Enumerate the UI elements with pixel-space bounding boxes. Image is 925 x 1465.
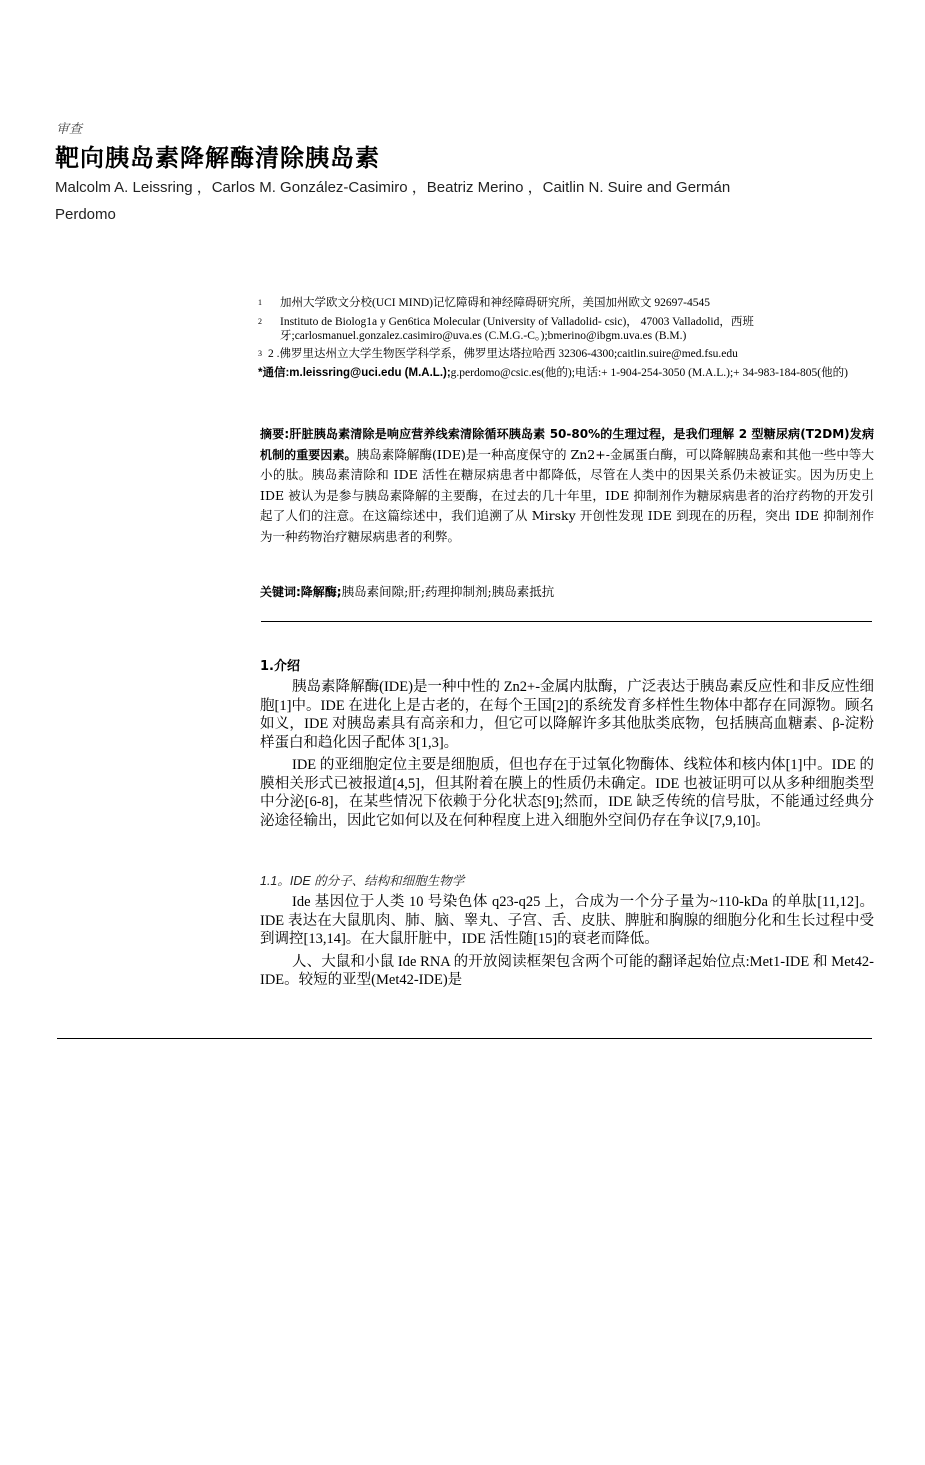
affiliation-text: 加州大学欧文分校(UCI MIND)记忆障碍和神经障碍研究所，美国加州欧文 92697-4545 — [280, 297, 710, 309]
section-heading-introduction: 1.介绍 — [260, 659, 300, 674]
abstract-label: 摘要:肝脏胰岛素清除是响应营养线索清除循环胰岛素 50-80%的生理过程，是我们理解 2 型糖尿病(T2DM)发病机制的重要因素。 — [260, 427, 874, 462]
section-introduction-body — [260, 678, 874, 830]
affiliation-2 — [258, 315, 858, 343]
affiliation-text: 2 .佛罗里达州立大学生物医学科学系，佛罗里达塔拉哈西 32306-4300;caitlin.suire@med.fsu.edu — [268, 348, 738, 360]
correspondence-text: g.perdomo@csic.es(他的);电话:+ 1-904-254-3050 (M.A.L.);+ 34-983-184-805(他的) — [450, 367, 848, 379]
keywords-text: 胰岛素间隙;肝;药理抑制剂;胰岛素抵抗 — [341, 584, 555, 599]
paragraph: 胰岛素降解酶(IDE)是一种中性的 Zn2+-金属内肽酶，广泛表达于胰岛素反应性和非反应性细胞[1]中。IDE 在进化上是古老的，在每个王国[2]的系统发育多样性生物体中都存在同源物。顾名如义，IDE 对胰岛素具有高亲和力，但它可以降解许多其他肽类底物，包括胰高血糖素、β-淀粉样蛋白和趋化因子配体 3[1,3]。 — [260, 679, 874, 751]
paragraph: 人、大鼠和小鼠 Ide RNA 的开放阅读框架包含两个可能的翻译起始位点:Met1-IDE 和 Met42-IDE。较短的亚型(Met42-IDE)是 — [260, 953, 874, 988]
article-type-label: 审查 — [56, 122, 83, 137]
keywords — [260, 582, 874, 602]
footer-divider — [57, 1038, 872, 1039]
author-list: Malcolm A. Leissring ，Carlos M. González-Casimiro ，Beatriz Merino ，Caitlin N. Suire and Germán Perdomo — [55, 179, 731, 223]
keywords-label: 关键词:降解酶; — [260, 585, 342, 599]
article-title: 靶向胰岛素降解酶清除胰岛素 — [55, 144, 380, 172]
divider — [261, 621, 872, 622]
affiliation-3 — [258, 347, 858, 361]
subsection-heading: 1.1。IDE 的分子、结构和细胞生物学 — [260, 874, 465, 888]
affiliation-text: Instituto de Biolog1a y Gen6tica Molecular (University of Valladolid- csic)， 47003 Valladolid，西班牙;carlosmanuel.gonzalez.casimiro@uva.es (C.M.G.-C。);bmerino@ibgm.uva.es (B.M.) — [280, 316, 754, 342]
paragraph: IDE 的亚细胞定位主要是细胞质，但也存在于过氧化物酶体、线粒体和核内体[1]中。IDE 的膜相关形式已被报道[4,5]，但其附着在膜上的性质仍未确定。IDE 也被证明可以从多种细胞类型中分泌[6-8]，在某些情况下依赖于分化状态[9];然而，IDE 缺乏传统的信号肽，不能通过经典分泌途径输出，因此它如何以及在何种程度上进入细胞外空间仍存在争议[7,9,10]。 — [260, 757, 874, 829]
affiliation-number: 2 — [258, 317, 262, 326]
subsection-body — [260, 893, 874, 990]
affiliation-1 — [258, 296, 858, 310]
correspondence-label: *通信:m.leissring@uci.edu (M.A.L.); — [258, 367, 451, 379]
affiliation-number: 3 — [258, 349, 262, 358]
abstract-text: 胰岛素降解酶(IDE)是一种高度保守的 Zn2+-金属蛋白酶，可以降解胰岛素和其他一些中等大小的肽。胰岛素清除和 IDE 活性在糖尿病患者中都降低，尽管在人类中的因果关系仍未被证实。因为历史上 IDE 被认为是参与胰岛素降解的主要酶，在过去的几十年里，IDE 抑制剂作为糖尿病患者的治疗药物的开发引起了人们的注意。在这篇综述中，我们追溯了从 Mirsky 开创性发现 IDE 到现在的历程，突出 IDE 抑制剂作为一种药物治疗糖尿病患者的利弊。 — [260, 446, 874, 544]
correspondence — [258, 366, 858, 380]
affiliation-number: 1 — [258, 298, 262, 307]
paragraph: Ide 基因位于人类 10 号染色体 q23-q25 上，合成为一个分子量为~110-kDa 的单肽[11,12]。IDE 表达在大鼠肌肉、肺、脑、睾丸、子宫、舌、皮肤、脾脏和胸腺的细胞分化和生长过程中受到调控[13,14]。在大鼠肝脏中，IDE 活性随[15]的衰老而降低。 — [260, 894, 874, 947]
abstract — [260, 424, 874, 547]
